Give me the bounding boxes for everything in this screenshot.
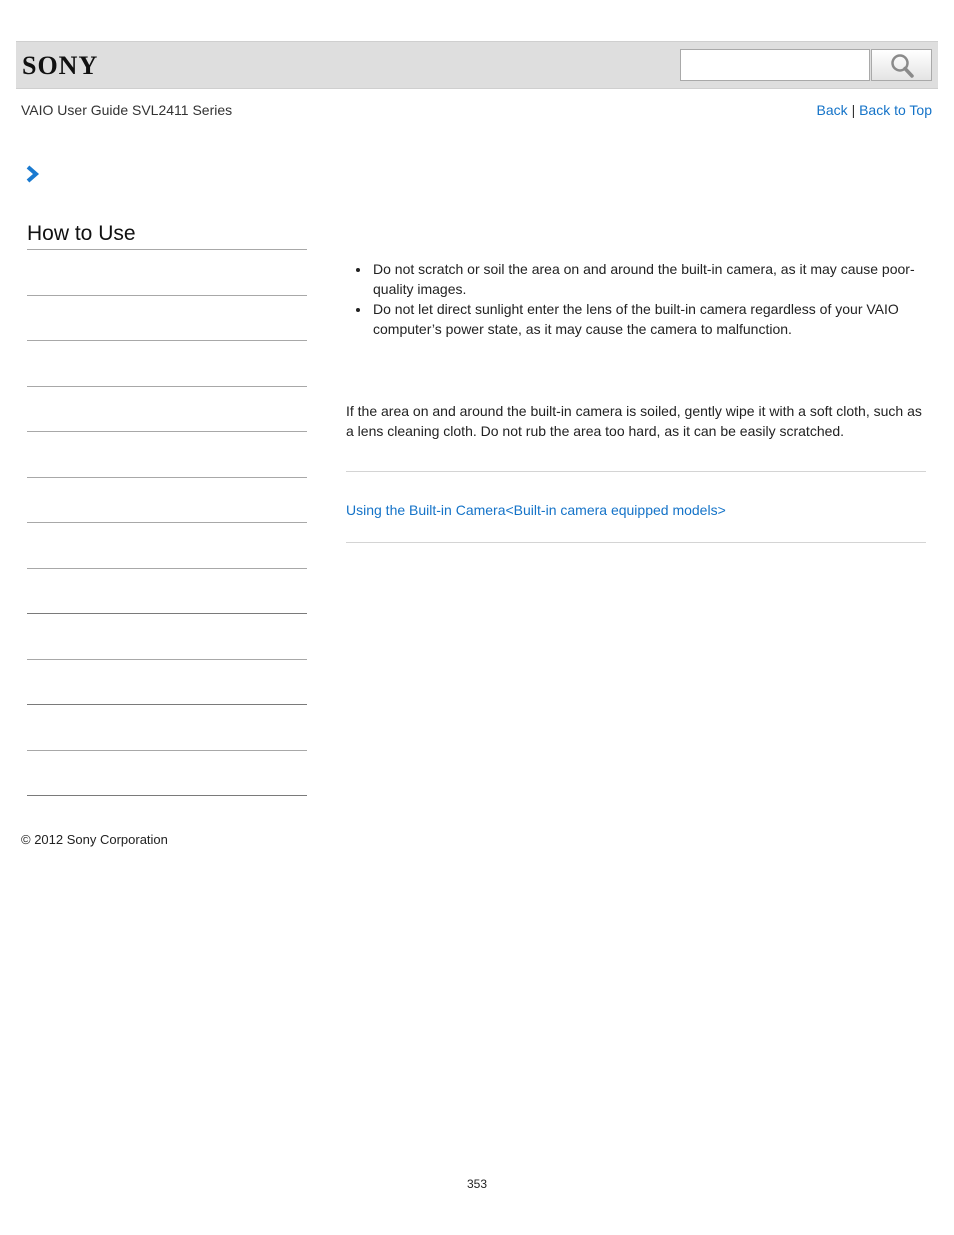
sidebar-divider	[27, 477, 307, 478]
sidebar-divider	[27, 795, 307, 796]
sidebar-divider	[27, 249, 307, 250]
sidebar-divider	[27, 750, 307, 751]
sidebar-divider	[27, 340, 307, 341]
back-to-top-link[interactable]: Back to Top	[859, 102, 932, 118]
page-number: 353	[466, 1177, 488, 1191]
sidebar-divider	[27, 431, 307, 432]
copyright: © 2012 Sony Corporation	[21, 832, 168, 847]
sidebar-divider	[27, 522, 307, 523]
related-topic-link[interactable]: Using the Built-in Camera<Built-in camera equipped models>	[346, 502, 726, 518]
list-item: Do not scratch or soil the area on and around the built-in camera, as it may cause poor-quality images.	[346, 259, 926, 299]
sidebar-divider	[27, 386, 307, 387]
search-input[interactable]	[680, 49, 870, 81]
header-bar	[16, 41, 938, 89]
chevron-right-icon[interactable]	[25, 165, 41, 183]
back-link[interactable]: Back	[816, 102, 848, 118]
sidebar-divider	[27, 295, 307, 296]
sidebar-heading: How to Use	[27, 222, 136, 245]
sidebar-divider	[27, 659, 307, 660]
link-separator: |	[851, 102, 856, 118]
cleaning-text: If the area on and around the built-in camera is soiled, gently wipe it with a soft cloth, such as a lens cleaning cloth. Do not rub the area too hard, as it can be easily scratched.	[346, 403, 922, 439]
sidebar-divider	[27, 704, 307, 705]
content-divider	[346, 542, 926, 543]
content-divider	[346, 471, 926, 472]
sidebar-divider	[27, 568, 307, 569]
sidebar-divider	[27, 613, 307, 614]
top-links	[817, 102, 932, 118]
sony-logo: SONY	[22, 51, 99, 80]
guide-title: VAIO User Guide SVL2411 Series	[21, 102, 233, 118]
list-item: Do not let direct sunlight enter the lens of the built-in camera regardless of your VAIO computer’s power state, as it may cause the camera to malfunction.	[346, 299, 926, 339]
precautions-list	[346, 259, 926, 339]
magnifier-icon	[889, 53, 915, 79]
search-button[interactable]	[871, 49, 932, 81]
